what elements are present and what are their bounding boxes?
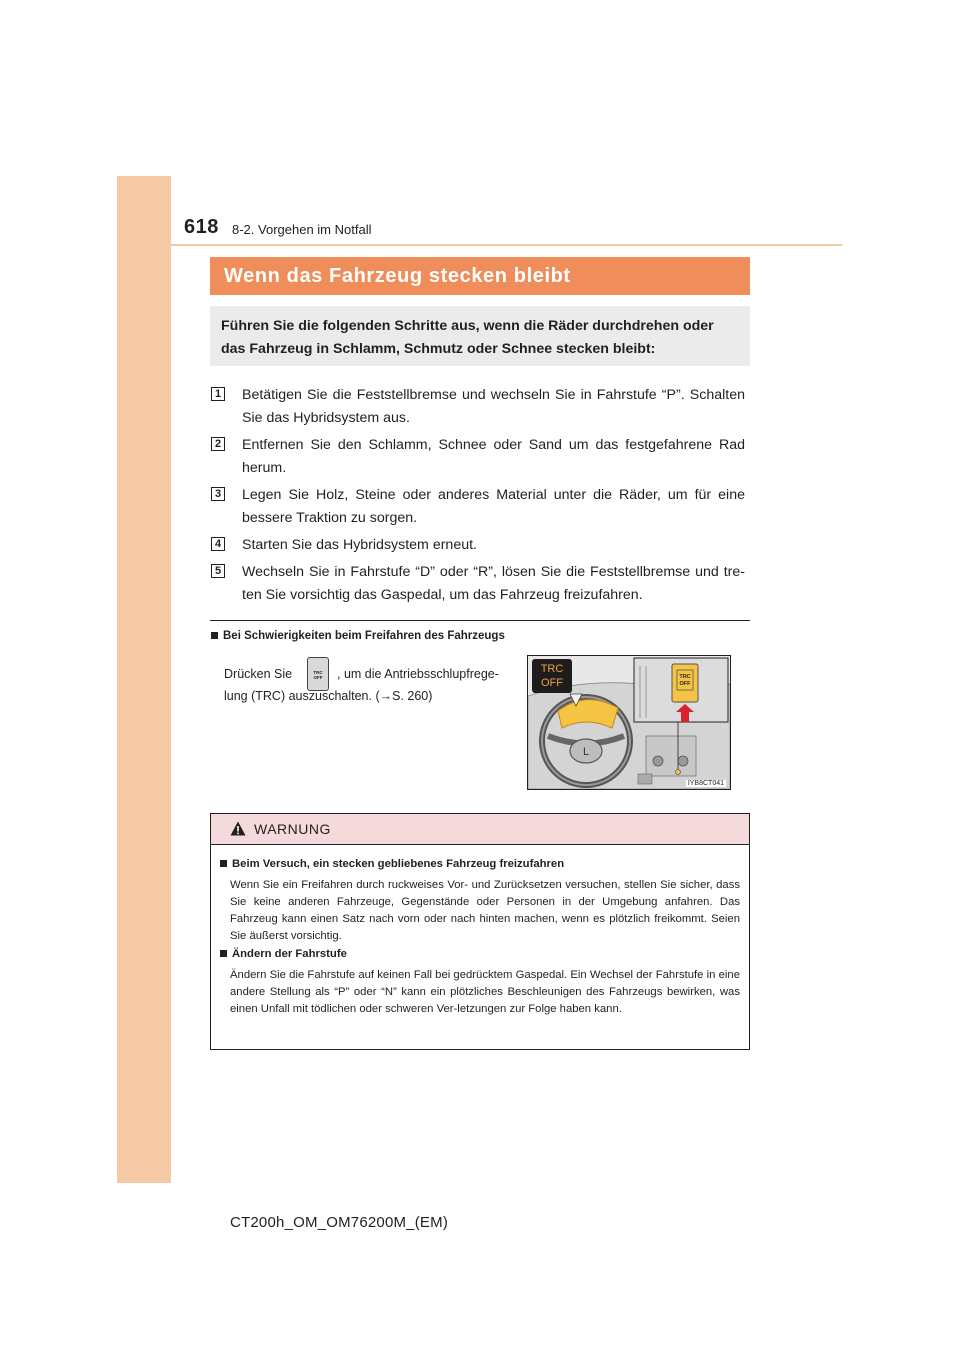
page-number: 618 <box>184 216 219 238</box>
svg-text:L: L <box>582 746 590 758</box>
trc-off-button-icon <box>307 657 329 691</box>
intro-box: Führen Sie die folgenden Schritte aus, wenn die Räder durchdrehen oder das Fahrzeug in Schlamm, Schmutz oder Schnee stecken bleibt: <box>210 306 750 366</box>
trc-button-label-bottom: OFF <box>313 675 323 680</box>
step-number: 5 <box>211 564 225 578</box>
footer-code: CT200h_OM_OM76200M_(EM) <box>230 1214 449 1231</box>
step-text: Wechseln Sie in Fahrstufe “D” oder “R”, lösen Sie die Feststellbremse und tre-ten Sie vorsichtig das Gaspedal, um das Fahrzeug freizufahren. <box>242 564 745 603</box>
indicator-label-top: TRC <box>540 663 564 675</box>
hint-text-start: Drücken Sie <box>224 667 293 681</box>
step-number: 2 <box>211 437 225 451</box>
warning-header <box>211 814 749 845</box>
warning-item-text: Ändern Sie die Fahrstufe auf keinen Fall bei gedrücktem Gaspedal. Ein Wechsel der Fahrstufe in eine andere Stellung als “P” oder “N” kann ein plötzliches Beschleunigen des Fahrzeugs bewirken, was einen Unfall mit tödlichen oder schweren Ver-letzungen zur Folge haben kann. <box>230 969 740 1015</box>
step-number: 4 <box>211 537 225 551</box>
warning-box <box>210 813 750 1050</box>
section-title: Wenn das Fahrzeug stecken bleibt <box>210 257 750 295</box>
dashboard-illustration <box>527 655 731 790</box>
square-bullet-icon <box>211 632 218 639</box>
subsection-heading-text: Bei Schwierigkeiten beim Freifahren des Fahrzeugs <box>223 630 505 642</box>
side-strip <box>117 176 171 1183</box>
warning-item-heading-text: Beim Versuch, ein stecken gebliebenes Fahrzeug freizufahren <box>232 858 565 870</box>
warning-item-heading-text: Ändern der Fahrstufe <box>232 948 347 960</box>
step-text: Entfernen Sie den Schlamm, Schnee oder Sand um das festgefahrene Rad herum. <box>242 437 745 476</box>
figure-code: IYB8CT041 <box>687 780 724 787</box>
warning-item-heading <box>220 858 564 870</box>
hint-text-end: , um die Antriebsschlupfrege- <box>337 667 499 681</box>
dashboard-drawing <box>528 656 730 789</box>
square-bullet-icon <box>220 860 227 867</box>
indicator-label-bottom: OFF <box>541 677 563 689</box>
header-rule <box>171 244 842 246</box>
subsection-heading <box>211 630 505 642</box>
hint-text-line2: lung (TRC) auszuschalten. (→S. 260) <box>224 689 433 703</box>
switch-label-top: TRC <box>679 674 691 680</box>
trc-button-label-top: TRC <box>313 670 323 675</box>
warning-triangle-icon <box>230 821 246 836</box>
step-text: Betätigen Sie die Feststellbremse und wechseln Sie in Fahrstufe “P”. Schalten Sie das Hybridsystem aus. <box>242 387 745 426</box>
step-text: Legen Sie Holz, Steine oder anderes Material unter die Räder, um für eine bessere Traktion zu sorgen. <box>242 487 745 526</box>
switch-label-bottom: OFF <box>679 681 691 687</box>
step-number: 3 <box>211 487 225 501</box>
section-label: 8-2. Vorgehen im Notfall <box>232 222 372 237</box>
warning-item-text: Wenn Sie ein Freifahren durch ruckweises Vor- und Zurücksetzen versuchen, stellen Sie sicher, dass Sie keine anderen Fahrzeuge, Gegenstände oder Personen in der Umgebung anfahren. Das Fahrzeug kann einen Satz nach vorn oder nach hinten machen, wenn es plötzlich freikommt. Seien Sie äußerst vorsichtig. <box>230 879 740 942</box>
divider <box>210 620 750 621</box>
warning-item-heading <box>220 948 347 960</box>
step-text: Starten Sie das Hybridsystem erneut. <box>242 537 477 553</box>
warning-title: WARNUNG <box>254 821 331 837</box>
step-number: 1 <box>211 387 225 401</box>
square-bullet-icon <box>220 950 227 957</box>
